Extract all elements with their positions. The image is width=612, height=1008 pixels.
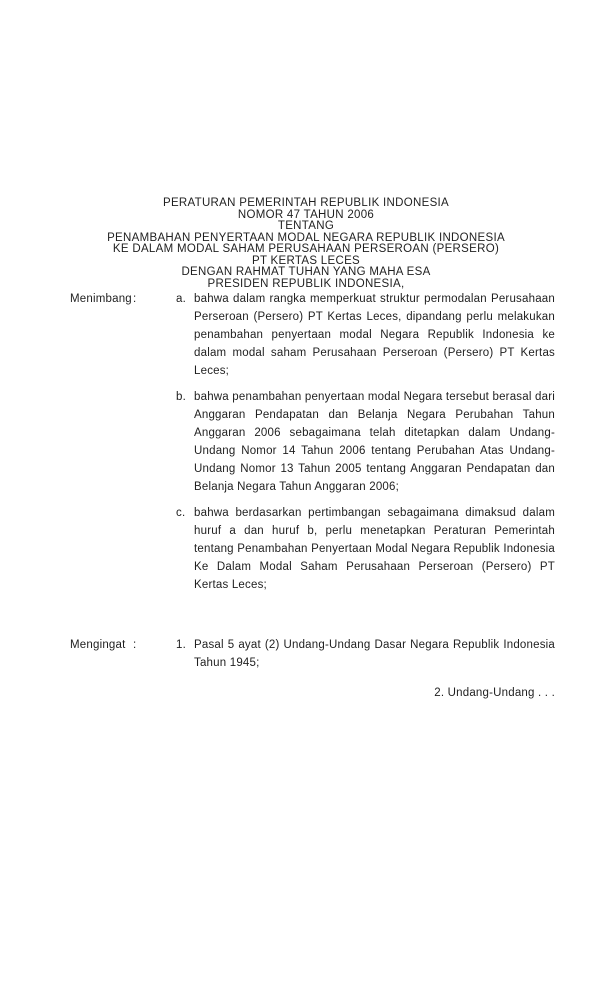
tentang-label: TENTANG bbox=[277, 220, 335, 232]
subject-line3: PT KERTAS LECES bbox=[251, 254, 361, 267]
menimbang-colon: : bbox=[133, 293, 137, 305]
regulation-number: NOMOR 47 TAHUN 2006 bbox=[237, 208, 375, 221]
menimbang-section bbox=[70, 290, 555, 594]
section-spacer bbox=[0, 618, 612, 636]
item-marker: c. bbox=[176, 507, 186, 519]
item-marker: b. bbox=[176, 391, 186, 403]
menimbang-item-a bbox=[176, 290, 555, 380]
mengingat-item-1 bbox=[176, 636, 555, 672]
menimbang-item-c bbox=[176, 504, 555, 594]
item-marker: 1. bbox=[176, 639, 186, 651]
subject-line2: KE DALAM MODAL SAHAM PERUSAHAAN PERSEROAN (PERSERO) bbox=[112, 243, 500, 255]
menimbang-label: Menimbang bbox=[70, 293, 132, 305]
document-header bbox=[0, 198, 612, 290]
item-text: Pasal 5 ayat (2) Undang-Undang Dasar Negara Republik Indonesia Tahun 1945; bbox=[194, 639, 555, 669]
mengingat-items bbox=[176, 636, 555, 672]
menimbang-items bbox=[176, 290, 555, 594]
item-text: bahwa dalam rangka memperkuat struktur permodalan Perusahaan Perseroan (Persero) PT Kertas Leces, dipandang perlu melakukan penambahan penyertaan modal Negara Republik Indonesia ke dalam modal saham Perusahaan Perseroan (Persero) PT Kertas Leces; bbox=[194, 293, 555, 377]
invocation-line: DENGAN RAHMAT TUHAN YANG MAHA ESA bbox=[181, 266, 431, 278]
president-line: PRESIDEN REPUBLIK INDONESIA, bbox=[207, 277, 405, 290]
mengingat-section bbox=[70, 636, 555, 672]
mengingat-colon: : bbox=[133, 639, 137, 651]
page-catchword: 2. Undang-Undang . . . bbox=[434, 687, 555, 699]
regulation-title-line1: PERATURAN PEMERINTAH REPUBLIK INDONESIA bbox=[162, 197, 450, 209]
item-marker: a. bbox=[176, 293, 186, 305]
item-text: bahwa berdasarkan pertimbangan sebagaimana dimaksud dalam huruf a dan huruf b, perlu menetapkan Peraturan Pemerintah tentang Penambahan Penyertaan Modal Negara Republik Indonesia Ke Dalam Modal Saham Perusahaan Perseroan (Persero) PT Kertas Leces; bbox=[194, 507, 555, 591]
item-text: bahwa penambahan penyertaan modal Negara tersebut berasal dari Anggaran Pendapatan dan Belanja Negara Perubahan Tahun Anggaran 2006 sebagaimana telah ditetapkan dalam Undang-Undang Nomor 14 Tahun 2006 tentang Perubahan Atas Undang-Undang Nomor 13 Tahun 2005 tentang Anggaran Pendapatan dan Belanja Negara Tahun Anggaran 2006; bbox=[194, 391, 555, 493]
mengingat-label: Mengingat bbox=[70, 639, 126, 651]
subject-line1: PENAMBAHAN PENYERTAAN MODAL NEGARA REPUBLIK INDONESIA bbox=[107, 231, 505, 244]
menimbang-item-b bbox=[176, 388, 555, 496]
